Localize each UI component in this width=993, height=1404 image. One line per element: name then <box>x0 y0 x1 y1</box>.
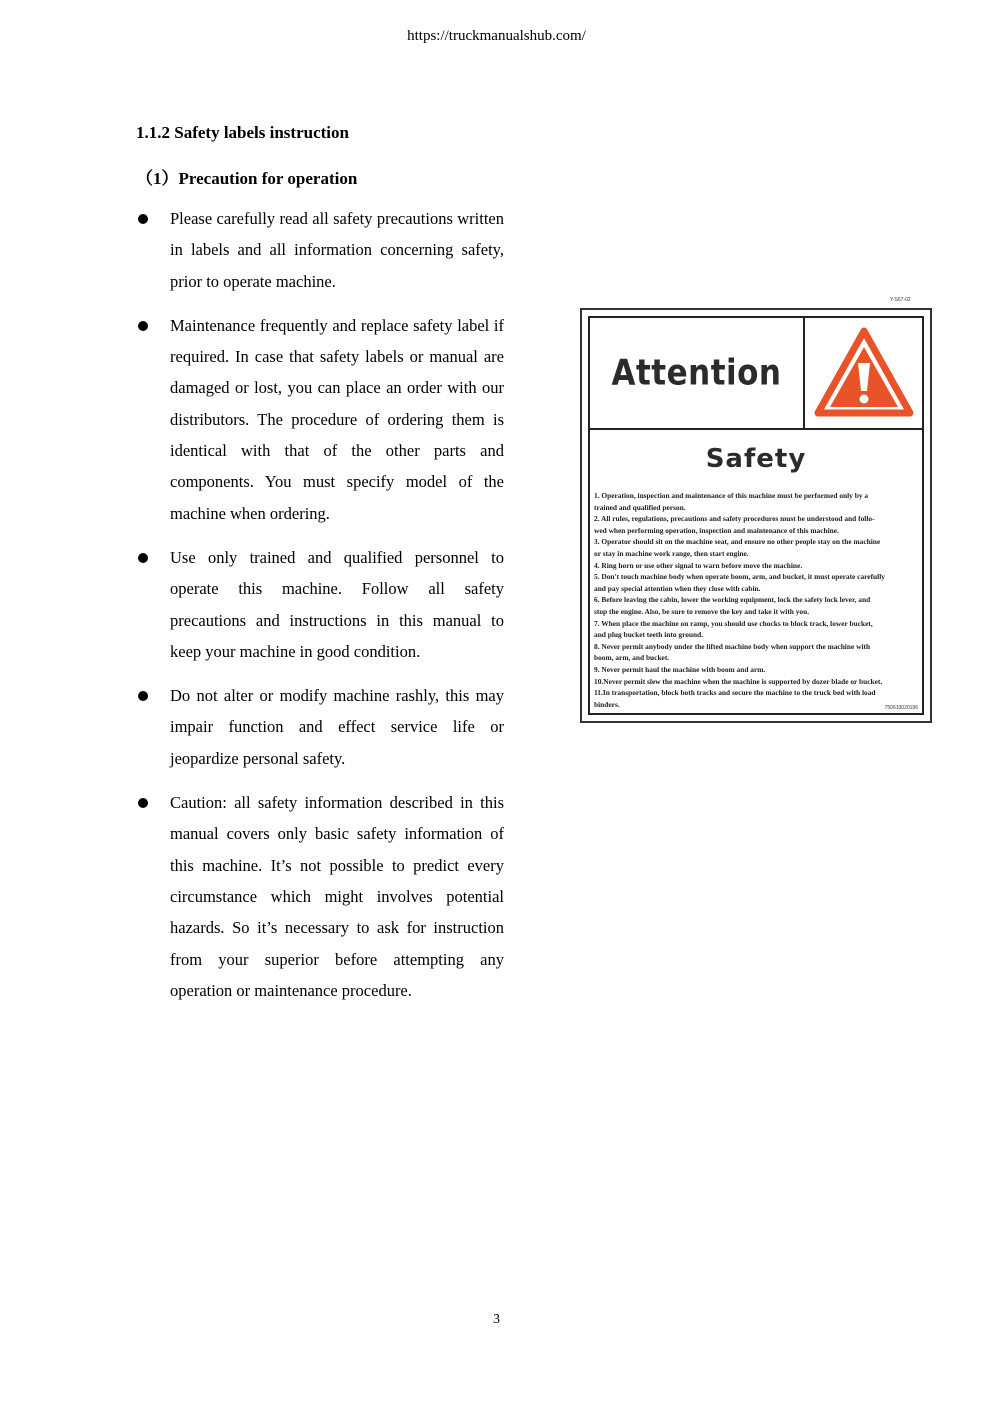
list-item <box>136 542 504 667</box>
list-item <box>136 203 504 297</box>
attention-text: Attention <box>611 352 782 394</box>
list-item-text: Maintenance frequently and replace safety label if required. In case that safety labels or manual are damaged or lost, you can place an order with our distributors. The procedure of ordering them is identical with that of the other parts and components. You must specify model of the machine when ordering. <box>170 315 504 523</box>
safety-heading: Safety <box>705 444 807 474</box>
list-item-text: Use only trained and qualified personnel to operate this machine. Follow all safety precautions and instructions in this manual to keep your machine in good condition. <box>170 547 504 661</box>
subsection-title: （1）Precaution for operation <box>136 169 358 188</box>
safety-rule-line: and pay special attention when they close with cabin. <box>594 583 761 593</box>
section-title: 1.1.2 Safety labels instruction <box>136 123 349 142</box>
safety-rule-line: 6. Before leaving the cabin, lower the working equipment, lock the safety lock lever, and <box>594 595 871 605</box>
safety-rule-line: 3. Operator should sit on the machine seat, and ensure no other people stay on the machine <box>594 537 881 547</box>
safety-rule-line: 10.Never permit slew the machine when the machine is supported by dozer blade or bucket. <box>594 676 883 686</box>
safety-rule-line: 8. Never permit anybody under the lifted machine body when support the machine with <box>594 641 871 651</box>
list-item <box>136 680 504 774</box>
safety-rule-line: boom, arm, and bucket. <box>594 653 670 663</box>
bullet-icon <box>138 553 148 563</box>
safety-rule-line: 2. All rules, regulations, precautions and safety procedures must be understood and follo- <box>594 514 875 524</box>
safety-rule-line: stop the engine. Also, be sure to remove the key and take it with you. <box>594 606 810 616</box>
safety-rule-line: 11.In transportation, block both tracks and secure the machine to the truck bed with load <box>594 688 876 698</box>
precaution-list <box>136 203 504 1019</box>
warning-cell <box>805 318 922 430</box>
safety-rule-line: 4. Ring horn or use other signal to warn before move the machine. <box>594 560 803 570</box>
safety-label-frame <box>588 316 924 715</box>
safety-rule-line: 7. When place the machine on ramp, you should use chocks to block track, lower bucket, <box>594 618 873 628</box>
list-item-text: Caution: all safety information described in this manual covers only basic safety information of this machine. It’s not possible to predict every circumstance which might involves potential hazards. So it’s necessary to ask for instruction from your superior before attempting any operation or maintenance procedure. <box>170 793 504 1000</box>
label-code-top: Y-S67-02 <box>890 297 911 303</box>
safety-rule-line: 1. Operation, inspection and maintenance of this machine must be performed only by a <box>594 491 869 500</box>
safety-rule-line: wed when performing operation, inspection and maintenance of this machine. <box>594 525 839 535</box>
attention-cell <box>590 318 805 430</box>
page-number: 3 <box>493 1312 500 1327</box>
safety-rule-line: binders. <box>594 699 620 709</box>
list-item-text: Do not alter or modify machine rashly, this may impair function and effect service life or jeopardize personal safety. <box>170 686 504 768</box>
bullet-icon <box>138 691 148 701</box>
safety-rule-line: 5. Don't touch machine body when operate boom, arm, and bucket, it must operate carefully <box>594 572 885 582</box>
safety-rules-list <box>594 490 922 710</box>
header-url: https://truckmanualshub.com/ <box>407 28 586 44</box>
bullet-icon <box>138 214 148 224</box>
list-item <box>136 310 504 529</box>
safety-rule-line: and plug bucket teeth into ground. <box>594 630 704 640</box>
label-code-bottom: 750610020196 <box>884 705 918 711</box>
list-item-text: Please carefully read all safety precautions written in labels and all information concerning safety, prior to operate machine. <box>170 209 504 291</box>
safety-rule-line: or stay in machine work range, then start engine. <box>594 548 749 558</box>
safety-label-image <box>580 308 932 723</box>
bullet-icon <box>138 798 148 808</box>
safety-rule-line: 9. Never permit haul the machine with boom and arm. <box>594 664 766 674</box>
list-item <box>136 787 504 1006</box>
safety-rule-line: trained and qualified person. <box>594 502 686 512</box>
warning-triangle-icon <box>814 327 914 419</box>
bullet-icon <box>138 321 148 331</box>
